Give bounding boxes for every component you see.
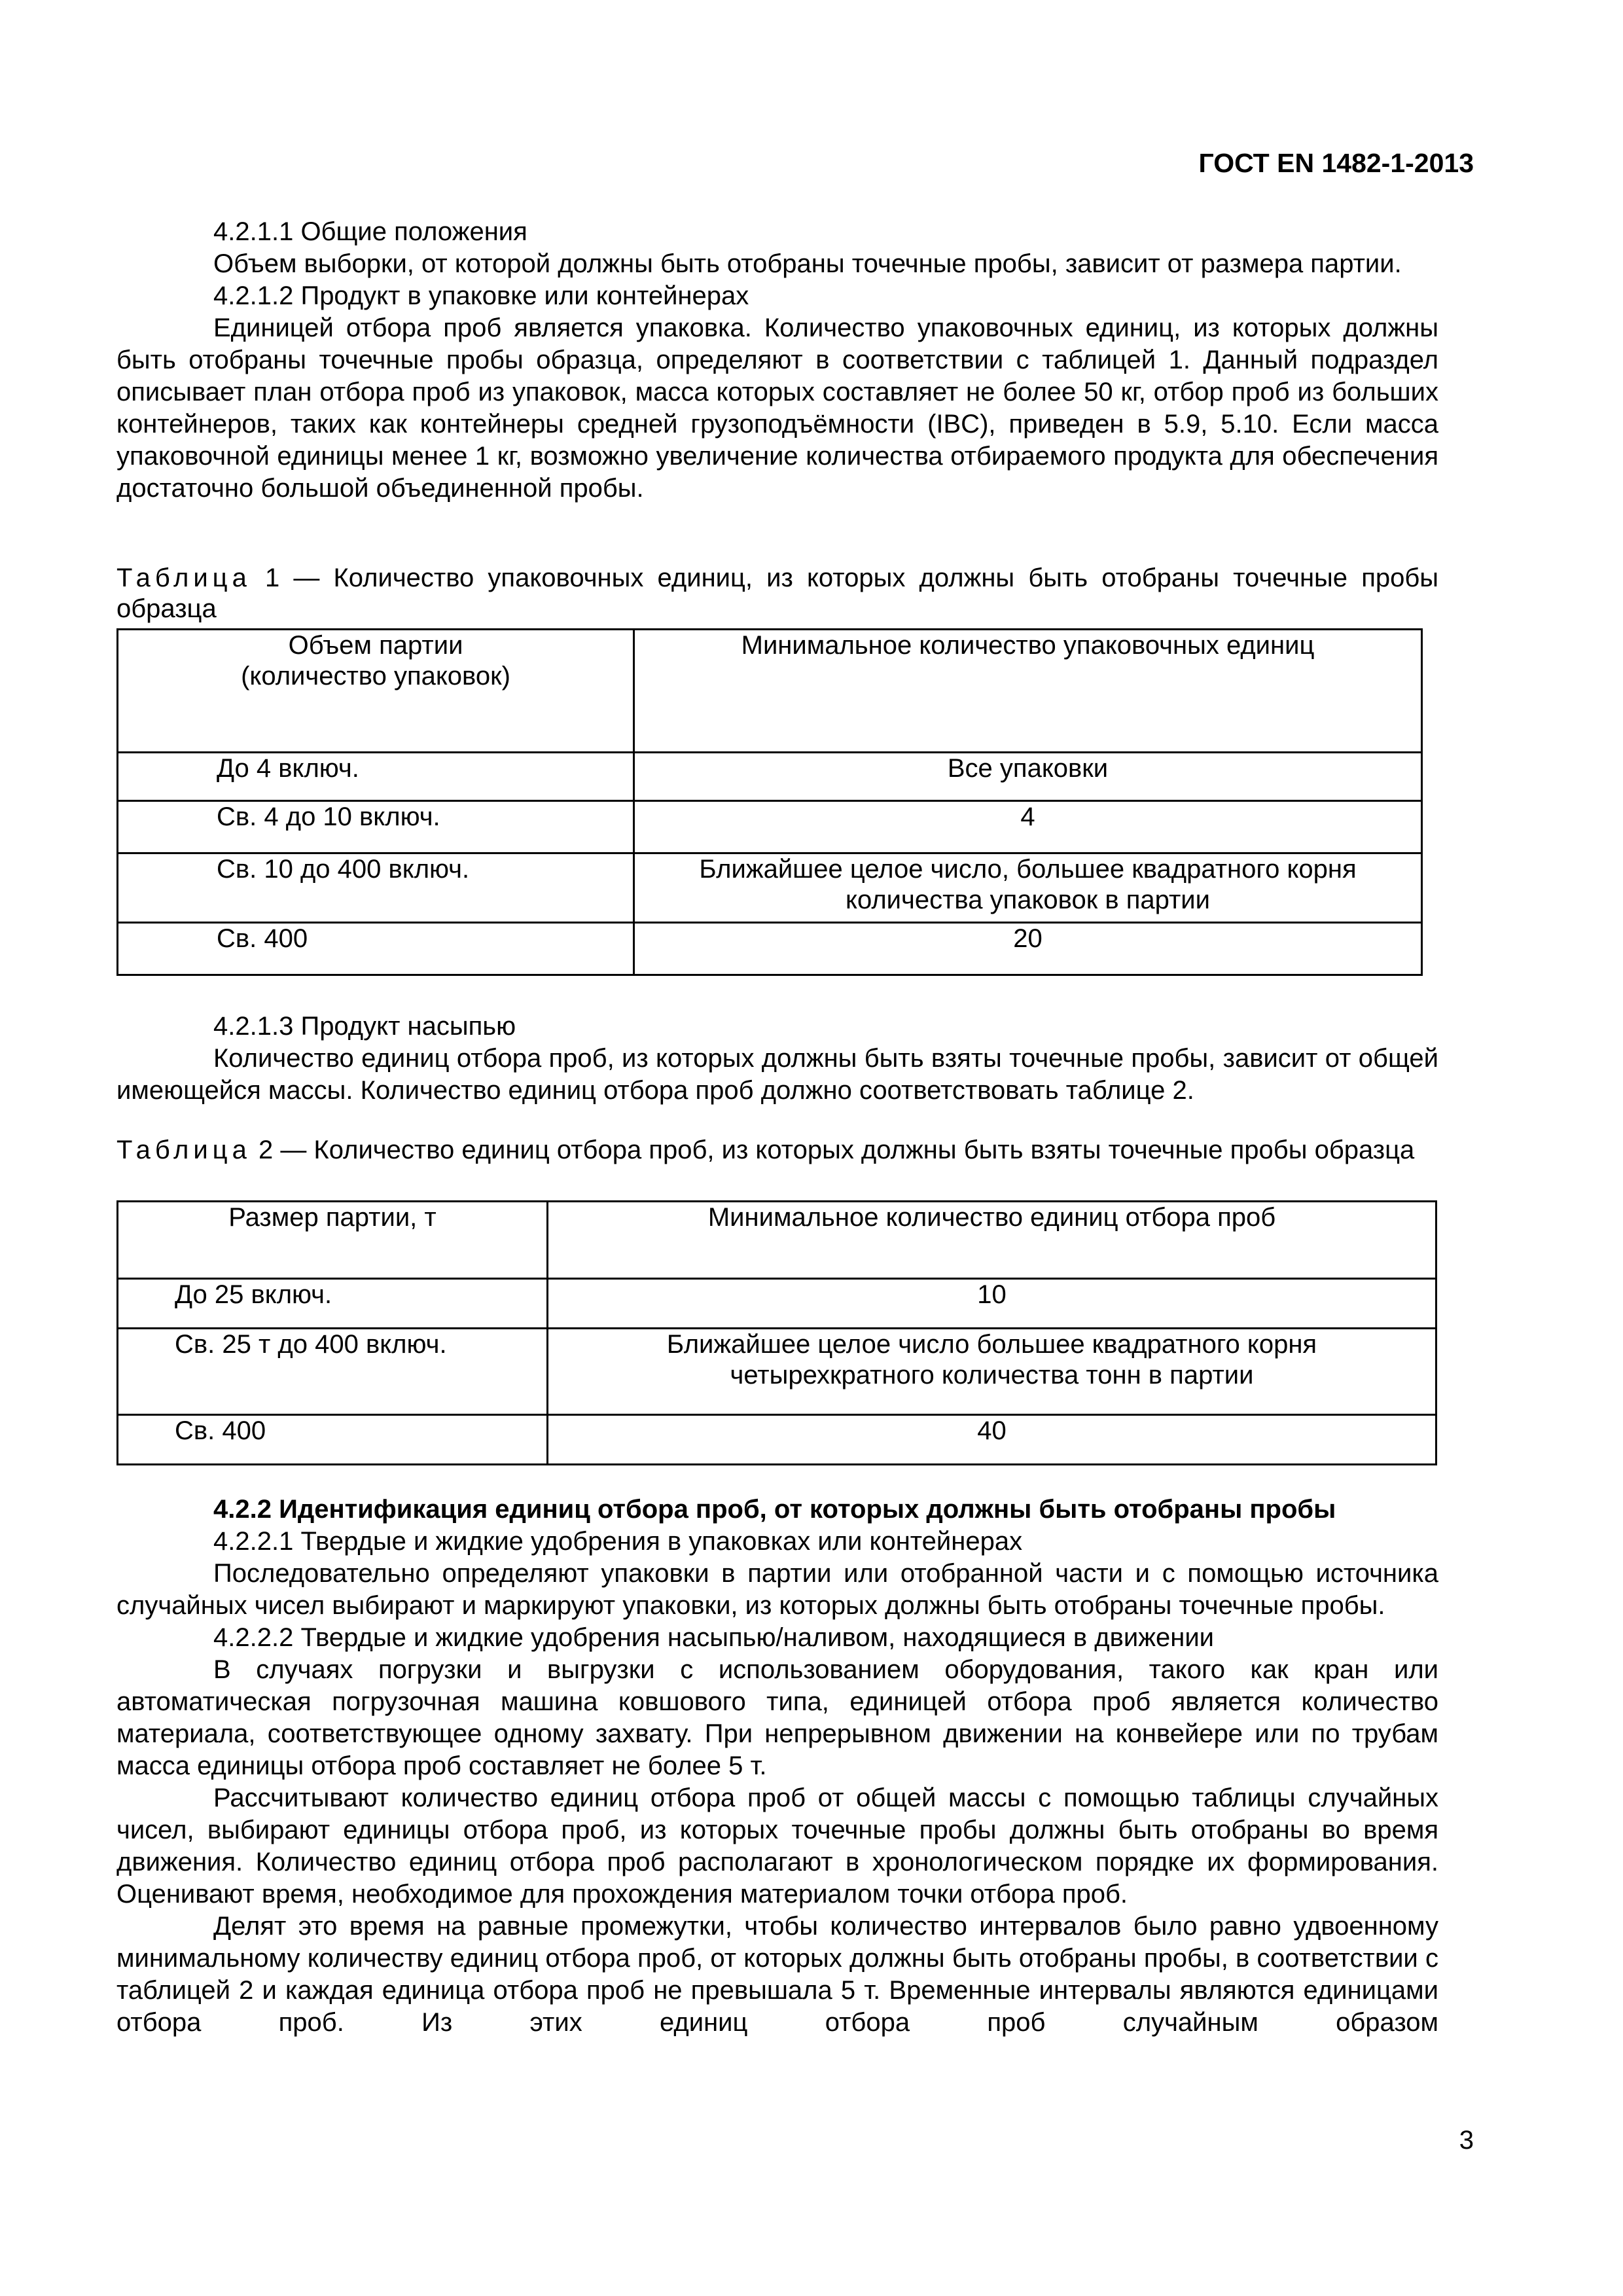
subheading-4-2-1-2: 4.2.1.2 Продукт в упаковке или контейнерах — [213, 281, 749, 310]
table2-cell — [548, 1329, 1436, 1415]
table1-cell: 20 — [634, 923, 1422, 975]
table2-caption — [116, 1135, 1438, 1166]
section-4-2-1-3 — [116, 1011, 1438, 1107]
table1-header-col1-line2: (количество упаковок) — [241, 662, 510, 691]
paragraph-loading-unloading: В случаях погрузки и выгрузки с использованием оборудования, такого как кран или автоматическая погрузочная машина ковшового типа, единицей отбора проб является количество материала, соответствующее одному захвату. При непрерывном движении на конвейере или по трубам масса единицы отбора проб составляет не более 5 т. — [116, 1655, 1438, 1780]
table1-cell: Св. 10 до 400 включ. — [118, 853, 634, 923]
paragraph-packaged-product: Единицей отбора проб является упаковка. Количество упаковочных единиц, из которых должны быть отобраны точечные пробы образца, определяют в соответствии с таблицей 1. Данный подраздел описывает план отбора проб из упаковок, масса которых составляет не более 50 кг, отбор проб из больших контейнеров, таких как контейнеры средней грузоподъёмности (IBC), приведен в 5.9, 5.10. Если масса упаковочной единицы менее 1 кг, возможно увеличение количества отбираемого продукта для обеспечения достаточно большой объединенной пробы. — [116, 314, 1438, 503]
table1-cell: До 4 включ. — [118, 753, 634, 801]
table2-header-col2: Минимальное количество единиц отбора проб — [548, 1202, 1436, 1279]
table1-cell — [634, 853, 1422, 923]
section-4-2-1 — [116, 216, 1438, 505]
subheading-4-2-2-2: 4.2.2.2 Твердые и жидкие удобрения насыпью/наливом, находящиеся в движении — [213, 1623, 1215, 1652]
table1-header-col1-line1: Объем партии — [288, 631, 463, 660]
subheading-4-2-1-1: 4.2.1.1 Общие положения — [213, 217, 527, 246]
table1-cell: 4 — [634, 801, 1422, 853]
table2-caption-text: 2 — Количество единиц отбора проб, из которых должны быть взяты точечные пробы образца — [251, 1136, 1415, 1164]
table-row — [118, 1279, 1436, 1329]
table1-cell-line: количества упаковок в партии — [846, 886, 1210, 914]
table-row — [118, 753, 1422, 801]
table1-cell: Св. 400 — [118, 923, 634, 975]
document-header: ГОСТ EN 1482-1-2013 — [1198, 148, 1474, 178]
heading-4-2-2: 4.2.2 Идентификация единиц отбора проб, от которых должны быть отобраны пробы — [213, 1495, 1336, 1524]
table2-cell-line: Ближайшее целое число большее квадратного корня — [666, 1330, 1317, 1359]
table2-cell: 10 — [548, 1279, 1436, 1329]
subheading-4-2-1-3: 4.2.1.3 Продукт насыпью — [213, 1012, 516, 1041]
table1 — [116, 628, 1423, 976]
table-row — [118, 1415, 1436, 1465]
table1-header-col2: Минимальное количество упаковочных единиц — [634, 630, 1422, 753]
table-row — [118, 801, 1422, 853]
table2-header-col1: Размер партии, т — [118, 1202, 548, 1279]
table2-cell: Св. 25 т до 400 включ. — [118, 1329, 548, 1415]
table-row — [118, 853, 1422, 923]
table2-header-row — [118, 1202, 1436, 1279]
table1-header-col1 — [118, 630, 634, 753]
table2 — [116, 1200, 1437, 1465]
table-row — [118, 923, 1422, 975]
table1-header-row — [118, 630, 1422, 753]
table1-cell: Все упаковки — [634, 753, 1422, 801]
table1-caption-word: Таблица — [116, 564, 251, 592]
paragraph-bulk-product: Количество единиц отбора проб, из которых должны быть взяты точечные пробы, зависит от общей имеющейся массы. Количество единиц отбора проб должно соответствовать таблице 2. — [116, 1044, 1438, 1105]
table1-cell-line: Ближайшее целое число, большее квадратного корня — [699, 855, 1357, 884]
section-4-2-2 — [116, 1494, 1438, 2039]
table2-cell-line: четырехкратного количества тонн в партии — [730, 1361, 1254, 1390]
table1-caption-text: 1 — Количество упаковочных единиц, из которых должны быть отобраны точечные пробы образца — [116, 564, 1438, 623]
table2-caption-word: Таблица — [116, 1136, 251, 1164]
table-row — [118, 1329, 1436, 1415]
page-number: 3 — [1459, 2126, 1474, 2155]
paragraph-sample-size: Объем выборки, от которой должны быть отобраны точечные пробы, зависит от размера партии. — [213, 249, 1402, 278]
paragraph-time-intervals: Делят это время на равные промежутки, чтобы количество интервалов было равно удвоенному минимальному количеству единиц отбора проб, от которых должны быть отобраны пробы, в соответствии с таблицей 2 и каждая единица отбора проб не превышала 5 т. Временные интервалы являются единицами отбора проб. Из этих единиц отбора проб случайным образом — [116, 1912, 1438, 2037]
paragraph-random-table: Рассчитывают количество единиц отбора проб от общей массы с помощью таблицы случайных чисел, выбирают единицы отбора проб, из которых точечные пробы должны быть отобраны во время движения. Количество единиц отбора проб располагают в хронологическом порядке их формирования. Оценивают время, необходимое для прохождения материалом точки отбора проб. — [116, 1784, 1438, 1909]
table2-cell: 40 — [548, 1415, 1436, 1465]
table2-cell: Св. 400 — [118, 1415, 548, 1465]
paragraph-packaged-identification: Последовательно определяют упаковки в партии или отобранной части и с помощью источника случайных чисел выбирают и маркируют упаковки, из которых должны быть отобраны точечные пробы. — [116, 1559, 1438, 1620]
table1-cell: Св. 4 до 10 включ. — [118, 801, 634, 853]
subheading-4-2-2-1: 4.2.2.1 Твердые и жидкие удобрения в упаковках или контейнерах — [213, 1527, 1023, 1556]
table1-caption — [116, 563, 1438, 624]
table2-cell: До 25 включ. — [118, 1279, 548, 1329]
